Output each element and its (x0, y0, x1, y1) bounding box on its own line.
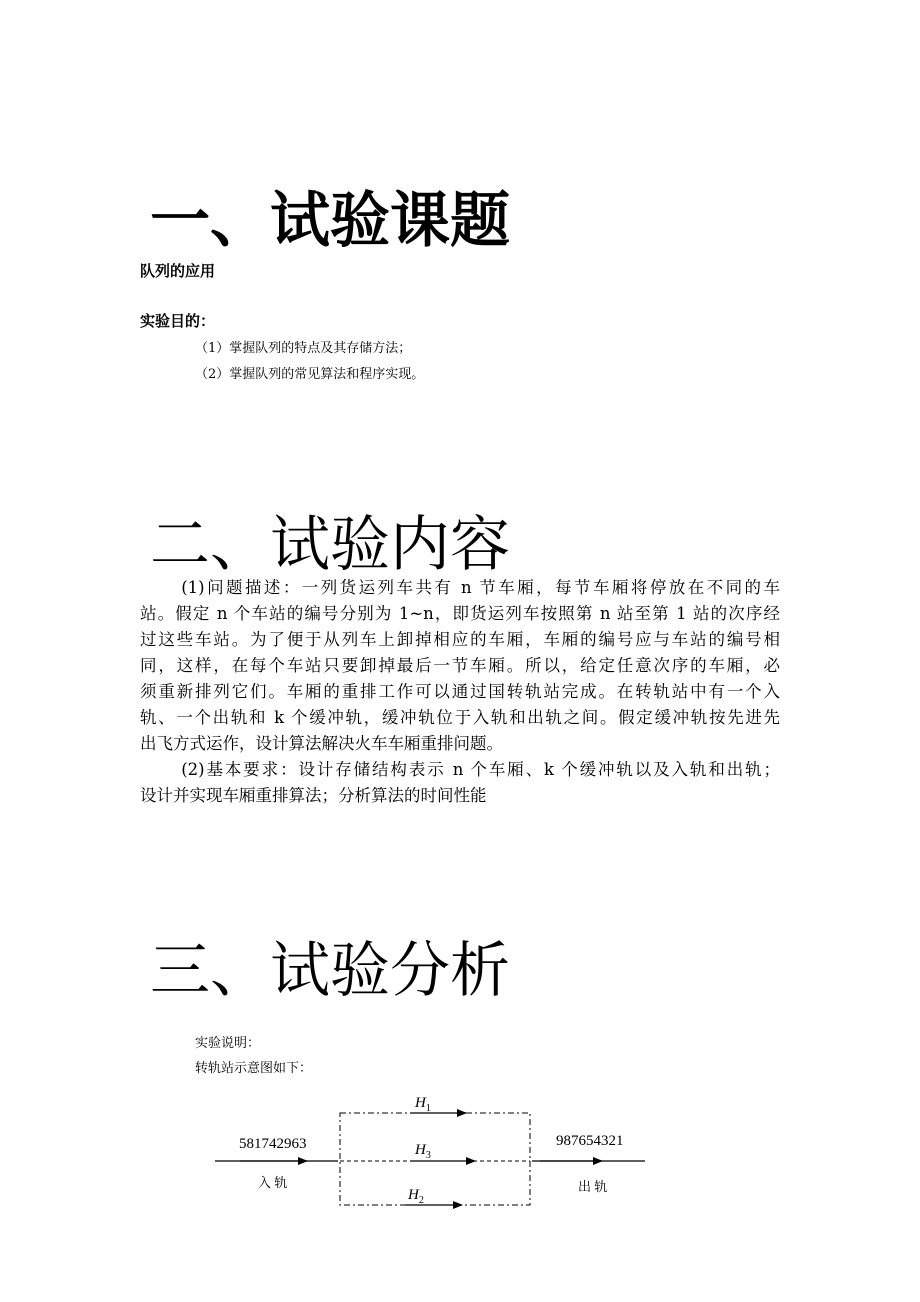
para1-line: 须重新排列它们。车厢的重排工作可以通过国转轨站完成。在转轨站中有一个入 (140, 682, 780, 701)
para2-line: (2)基本要求：设计存储结构表示 n 个车厢、k 个缓冲轨以及入轨和出轨； (181, 760, 780, 779)
section1-heading: 一、试验课题 (150, 186, 510, 256)
track-label-h3: $H_3$ (415, 1142, 431, 1161)
para1-line: 出飞方式运作，设计算法解决火车车厢重排问题。 (140, 734, 503, 753)
diagram-caption: 转轨站示意图如下： (195, 1061, 313, 1076)
experiment-note-label: 实验说明： (195, 1036, 261, 1051)
topic-text: 队列的应用 (140, 262, 216, 280)
purpose-item-2: （2）掌握队列的常见算法和程序实现。 (195, 367, 425, 382)
track-label-h1: $H_1$ (415, 1095, 431, 1114)
para1-line: 站。假定 n 个车站的编号分别为 1~n，即货运列车按照第 n 站至第 1 站的次序经 (140, 604, 780, 623)
input-sequence: 581742963 (239, 1136, 307, 1152)
para1-line: 轨、一个出轨和 k 个缓冲轨，缓冲轨位于入轨和出轨之间。假定缓冲轨按先进先 (140, 708, 780, 727)
output-track-label: 出 轨 (578, 1179, 608, 1194)
para1-line: (1)问题描述：一列货运列车共有 n 节车厢，每节车厢将停放在不同的车 (181, 578, 780, 597)
output-sequence: 987654321 (556, 1133, 624, 1149)
track-label-h2: $H_2$ (408, 1187, 424, 1206)
para1-line: 同，这样，在每个车站只要卸掉最后一节车厢。所以，给定任意次序的车厢，必 (140, 656, 780, 675)
buffer-tracks-box (340, 1113, 530, 1205)
section3-heading: 三、试验分析 (150, 936, 510, 1006)
purpose-item-1: （1）掌握队列的特点及其存储方法； (195, 341, 412, 356)
purpose-label: 实验目的： (140, 312, 216, 330)
para2-line: 设计并实现车厢重排算法；分析算法的时间性能 (140, 786, 487, 805)
input-track-label: 入 轨 (258, 1175, 288, 1190)
para1-line: 过这些车站。为了便于从列车上卸掉相应的车厢，车厢的编号应与车站的编号相 (140, 630, 780, 649)
section2-heading: 二、试验内容 (150, 510, 510, 580)
